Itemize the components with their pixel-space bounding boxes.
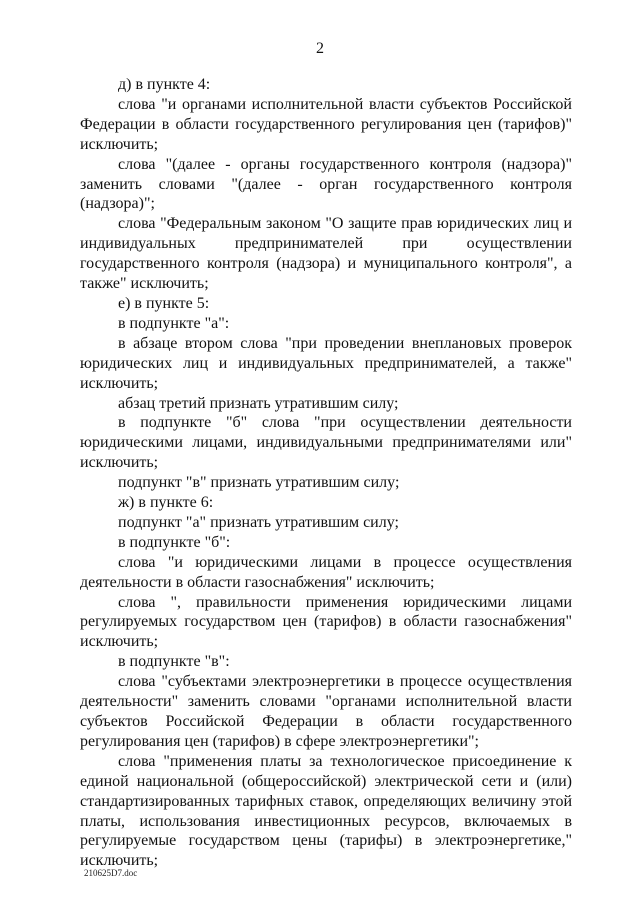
paragraph: в подпункте "б": [118, 533, 231, 551]
document-filename: 210625D7.doc [84, 868, 138, 878]
paragraph: в подпункте "б" слова "при осуществлении деятельности юридическими лицами, индивидуальными предпринимателями или" исключить; [80, 414, 572, 472]
paragraph: ж) в пункте 6: [118, 494, 214, 512]
paragraph: слова "и органами исполнительной власти субъектов Российской Федерации в области государственного регулирования цен (тарифов)" исключить; [80, 95, 572, 153]
paragraph: в подпункте "в": [118, 653, 230, 671]
paragraph: е) в пункте 5: [118, 294, 210, 312]
document-body [80, 75, 572, 871]
paragraph: д) в пункте 4: [118, 76, 211, 93]
paragraph: слова "(далее - органы государственного контроля (надзора)" заменить словами "(далее - орган государственного контроля (надзора)"; [80, 155, 572, 213]
paragraph: абзац третий признать утратившим силу; [118, 394, 399, 412]
paragraph: в абзаце втором слова "при проведении внеплановых проверок юридических лиц и индивидуальных предпринимателей, а также" исключить; [80, 334, 572, 392]
paragraph: слова ", правильности применения юридическими лицами регулируемых государством цен (тарифов) в области газоснабжения" исключить; [80, 593, 572, 651]
paragraph: подпункт "в" признать утратившим силу; [118, 474, 400, 492]
paragraph: подпункт "а" признать утратившим силу; [118, 513, 399, 531]
paragraph: слова "применения платы за технологическое присоединение к единой национальной (общероссийской) электрической сети и (или) стандартизированных тарифных ставок, определяющих величину этой платы, использования инвестиционных ресурсов, включаемых в регулируемые государством цены (тарифы) в электроэнергетике," исключить; [80, 752, 572, 870]
page-number: 2 [316, 40, 324, 57]
paragraph: в подпункте "а": [118, 314, 230, 332]
paragraph: слова "и юридическими лицами в процессе осуществления деятельности в области газоснабжения" исключить; [80, 553, 572, 591]
paragraph: слова "субъектами электроэнергетики в процессе осуществления деятельности" заменить словами "органами исполнительной власти субъектов Российской Федерации в области государственного регулирования цен (тарифов) в сфере электроэнергетики"; [80, 673, 572, 750]
paragraph: слова "Федеральным законом "О защите прав юридических лиц и индивидуальных предпринимателей при осуществлении государственного контроля (надзора) и муниципального контроля", а также" исключить; [80, 215, 572, 293]
